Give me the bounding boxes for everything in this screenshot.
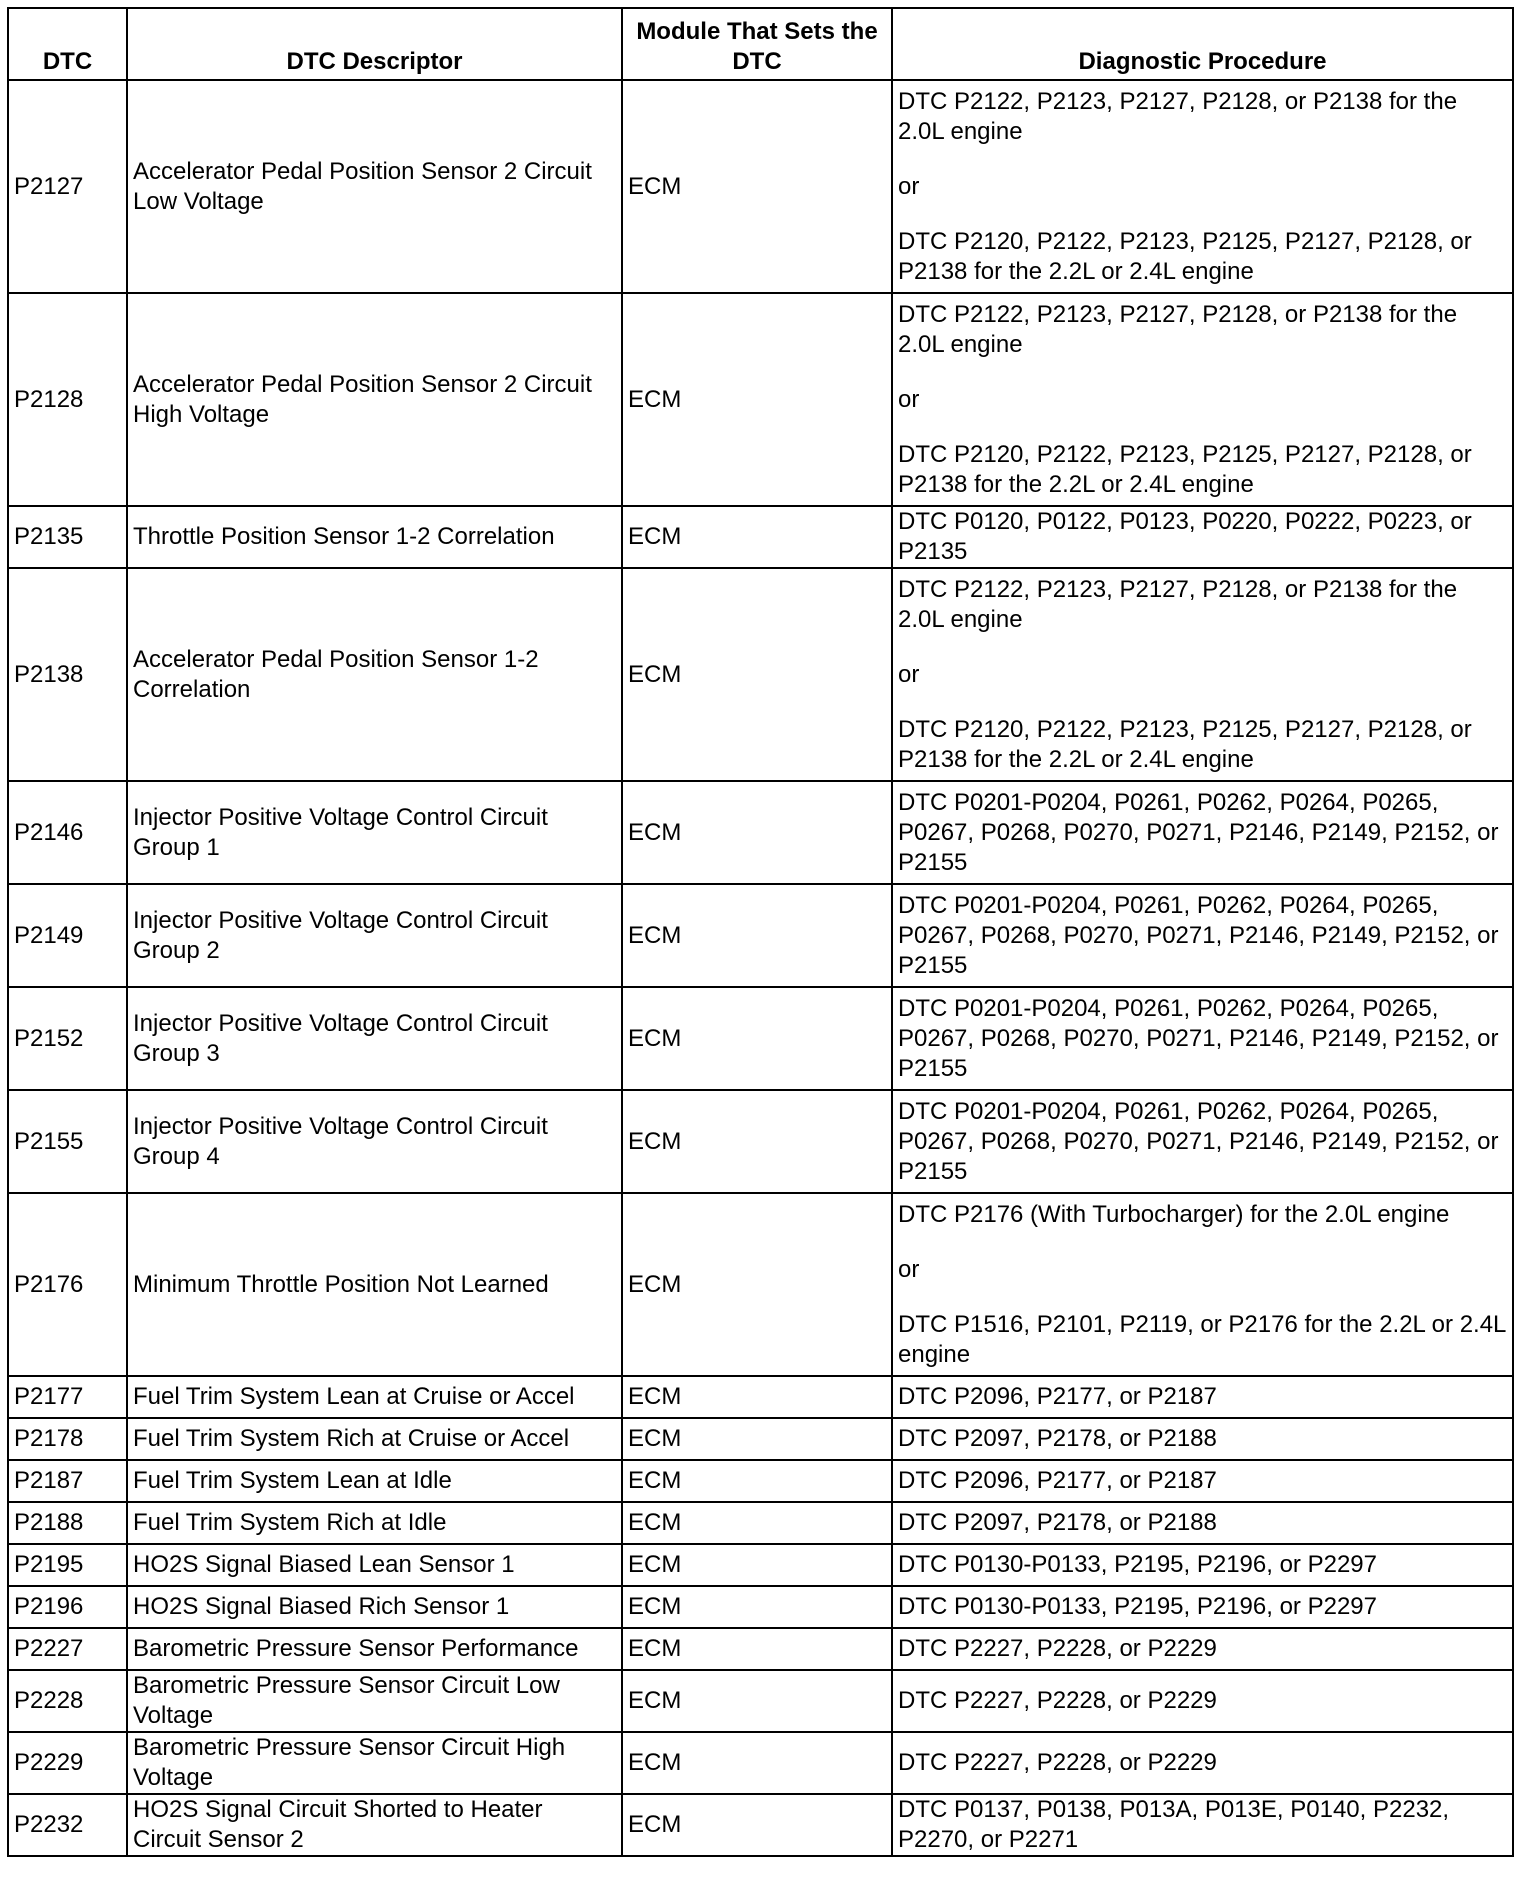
procedure-text: DTC P2122, P2123, P2127, P2128, or P2138 for the 2.0L engine [898,87,1458,145]
table-row [8,1193,1513,1376]
procedure-spacer [898,360,1507,385]
module-name: ECM [622,1732,892,1794]
diagnostic-procedure [892,1460,1513,1502]
table-row [8,781,1513,884]
procedure-spacer [898,1230,1507,1255]
dtc-descriptor: Minimum Throttle Position Not Learned [127,1193,622,1376]
procedure-text: DTC P2096, P2177, or P2187 [898,1467,1217,1494]
dtc-code: P2155 [8,1090,127,1193]
diagnostic-procedure [892,1502,1513,1544]
procedure-text: DTC P2120, P2122, P2123, P2125, P2127, P2128, or P2138 for the 2.2L or 2.4L engine [898,440,1472,498]
module-name: ECM [622,293,892,506]
table-row [8,1460,1513,1502]
procedure-text: DTC P0130-P0133, P2195, P2196, or P2297 [898,1551,1377,1578]
table-row [8,1418,1513,1460]
table-row [8,1670,1513,1732]
table-row [8,1502,1513,1544]
procedure-text: DTC P2227, P2228, or P2229 [898,1687,1217,1714]
header-module: Module That Sets the DTC [622,8,892,80]
module-name: ECM [622,1376,892,1418]
table-row [8,568,1513,781]
procedure-text: DTC P2122, P2123, P2127, P2128, or P2138 for the 2.0L engine [898,575,1458,633]
diagnostic-procedure [892,293,1513,506]
procedure-text: or [898,172,920,200]
procedure-spacer [898,202,1507,227]
dtc-code: P2188 [8,1502,127,1544]
dtc-descriptor: Injector Positive Voltage Control Circuit Group 1 [127,781,622,884]
dtc-descriptor: Fuel Trim System Rich at Idle [127,1502,622,1544]
procedure-spacer [898,635,1507,660]
dtc-descriptor: HO2S Signal Biased Lean Sensor 1 [127,1544,622,1586]
procedure-text: DTC P2122, P2123, P2127, P2128, or P2138 for the 2.0L engine [898,300,1458,358]
diagnostic-procedure [892,1544,1513,1586]
dtc-code: P2152 [8,987,127,1090]
procedure-spacer [898,415,1507,440]
dtc-code: P2228 [8,1670,127,1732]
dtc-code: P2229 [8,1732,127,1794]
diagnostic-procedure [892,781,1513,884]
table-row [8,1090,1513,1193]
dtc-descriptor: Barometric Pressure Sensor Circuit Low Voltage [127,1670,622,1732]
table-row [8,884,1513,987]
diagnostic-procedure [892,1418,1513,1460]
module-name: ECM [622,1460,892,1502]
module-name: ECM [622,568,892,781]
dtc-code: P2178 [8,1418,127,1460]
table-row [8,506,1513,568]
dtc-descriptor: Injector Positive Voltage Control Circuit Group 2 [127,884,622,987]
diagnostic-procedure [892,506,1513,568]
module-name: ECM [622,80,892,293]
procedure-text: DTC P2227, P2228, or P2229 [898,1635,1217,1662]
dtc-code: P2232 [8,1794,127,1856]
header-procedure: Diagnostic Procedure [892,8,1513,80]
dtc-code: P2149 [8,884,127,987]
module-name: ECM [622,781,892,884]
procedure-text: DTC P2097, P2178, or P2188 [898,1509,1217,1536]
dtc-descriptor: Fuel Trim System Lean at Cruise or Accel [127,1376,622,1418]
module-name: ECM [622,1586,892,1628]
diagnostic-procedure [892,1670,1513,1732]
dtc-descriptor: Accelerator Pedal Position Sensor 2 Circuit Low Voltage [127,80,622,293]
dtc-descriptor: Barometric Pressure Sensor Performance [127,1628,622,1670]
dtc-descriptor: Injector Positive Voltage Control Circuit Group 4 [127,1090,622,1193]
dtc-code: P2138 [8,568,127,781]
dtc-code: P2195 [8,1544,127,1586]
procedure-text: DTC P0201-P0204, P0261, P0262, P0264, P0265, P0267, P0268, P0270, P0271, P2146, P2149, P2152, or P2155 [898,788,1499,876]
dtc-descriptor: HO2S Signal Circuit Shorted to Heater Circuit Sensor 2 [127,1794,622,1856]
module-name: ECM [622,1502,892,1544]
module-name: ECM [622,1628,892,1670]
table-row [8,80,1513,293]
module-name: ECM [622,506,892,568]
table-row [8,987,1513,1090]
procedure-text: DTC P1516, P2101, P2119, or P2176 for the 2.2L or 2.4L engine [898,1310,1506,1368]
module-name: ECM [622,1544,892,1586]
dtc-descriptor: HO2S Signal Biased Rich Sensor 1 [127,1586,622,1628]
table-row [8,293,1513,506]
dtc-code: P2196 [8,1586,127,1628]
module-name: ECM [622,884,892,987]
procedure-spacer [898,690,1507,715]
diagnostic-procedure [892,884,1513,987]
procedure-spacer [898,147,1507,172]
table-row [8,1732,1513,1794]
table-body [8,80,1513,1856]
diagnostic-procedure [892,1628,1513,1670]
dtc-code: P2176 [8,1193,127,1376]
dtc-code: P2177 [8,1376,127,1418]
procedure-text: or [898,1255,920,1283]
header-row [8,8,1513,80]
diagnostic-procedure [892,987,1513,1090]
procedure-text: DTC P2120, P2122, P2123, P2125, P2127, P2128, or P2138 for the 2.2L or 2.4L engine [898,227,1472,285]
dtc-code: P2135 [8,506,127,568]
header-dtc: DTC [8,8,127,80]
dtc-table [7,7,1514,1857]
diagnostic-procedure [892,1376,1513,1418]
procedure-text: DTC P0201-P0204, P0261, P0262, P0264, P0265, P0267, P0268, P0270, P0271, P2146, P2149, P2152, or P2155 [898,891,1499,979]
procedure-text: DTC P2227, P2228, or P2229 [898,1749,1217,1776]
dtc-descriptor: Barometric Pressure Sensor Circuit High Voltage [127,1732,622,1794]
module-name: ECM [622,1794,892,1856]
diagnostic-procedure [892,1732,1513,1794]
module-name: ECM [622,1090,892,1193]
table-row [8,1586,1513,1628]
table-row [8,1376,1513,1418]
procedure-text: or [898,385,920,413]
table-row [8,1628,1513,1670]
diagnostic-procedure [892,1090,1513,1193]
dtc-descriptor: Accelerator Pedal Position Sensor 2 Circuit High Voltage [127,293,622,506]
dtc-descriptor: Injector Positive Voltage Control Circuit Group 3 [127,987,622,1090]
procedure-text: DTC P0201-P0204, P0261, P0262, P0264, P0265, P0267, P0268, P0270, P0271, P2146, P2149, P2152, or P2155 [898,994,1499,1082]
diagnostic-procedure [892,568,1513,781]
dtc-code: P2128 [8,293,127,506]
diagnostic-procedure [892,1193,1513,1376]
procedure-text: DTC P0137, P0138, P013A, P013E, P0140, P2232, P2270, or P2271 [898,1796,1450,1853]
procedure-text: DTC P2097, P2178, or P2188 [898,1425,1217,1452]
procedure-text: DTC P0201-P0204, P0261, P0262, P0264, P0265, P0267, P0268, P0270, P0271, P2146, P2149, P2152, or P2155 [898,1097,1499,1185]
procedure-text: DTC P0130-P0133, P2195, P2196, or P2297 [898,1593,1377,1620]
dtc-code: P2227 [8,1628,127,1670]
diagnostic-procedure [892,1794,1513,1856]
header-descriptor: DTC Descriptor [127,8,622,80]
module-name: ECM [622,1418,892,1460]
dtc-descriptor: Accelerator Pedal Position Sensor 1-2 Correlation [127,568,622,781]
diagnostic-procedure [892,80,1513,293]
diagnostic-procedure [892,1586,1513,1628]
table-row [8,1794,1513,1856]
procedure-text: DTC P2120, P2122, P2123, P2125, P2127, P2128, or P2138 for the 2.2L or 2.4L engine [898,715,1472,773]
dtc-code: P2146 [8,781,127,884]
dtc-code: P2187 [8,1460,127,1502]
procedure-text: or [898,660,920,688]
procedure-text: DTC P2096, P2177, or P2187 [898,1383,1217,1410]
dtc-descriptor: Fuel Trim System Lean at Idle [127,1460,622,1502]
procedure-text: DTC P2176 (With Turbocharger) for the 2.0L engine [898,1200,1450,1228]
module-name: ECM [622,987,892,1090]
module-name: ECM [622,1193,892,1376]
procedure-spacer [898,1285,1507,1310]
dtc-code: P2127 [8,80,127,293]
dtc-descriptor: Fuel Trim System Rich at Cruise or Accel [127,1418,622,1460]
module-name: ECM [622,1670,892,1732]
table-row [8,1544,1513,1586]
dtc-descriptor: Throttle Position Sensor 1-2 Correlation [127,506,622,568]
procedure-text: DTC P0120, P0122, P0123, P0220, P0222, P0223, or P2135 [898,508,1472,565]
